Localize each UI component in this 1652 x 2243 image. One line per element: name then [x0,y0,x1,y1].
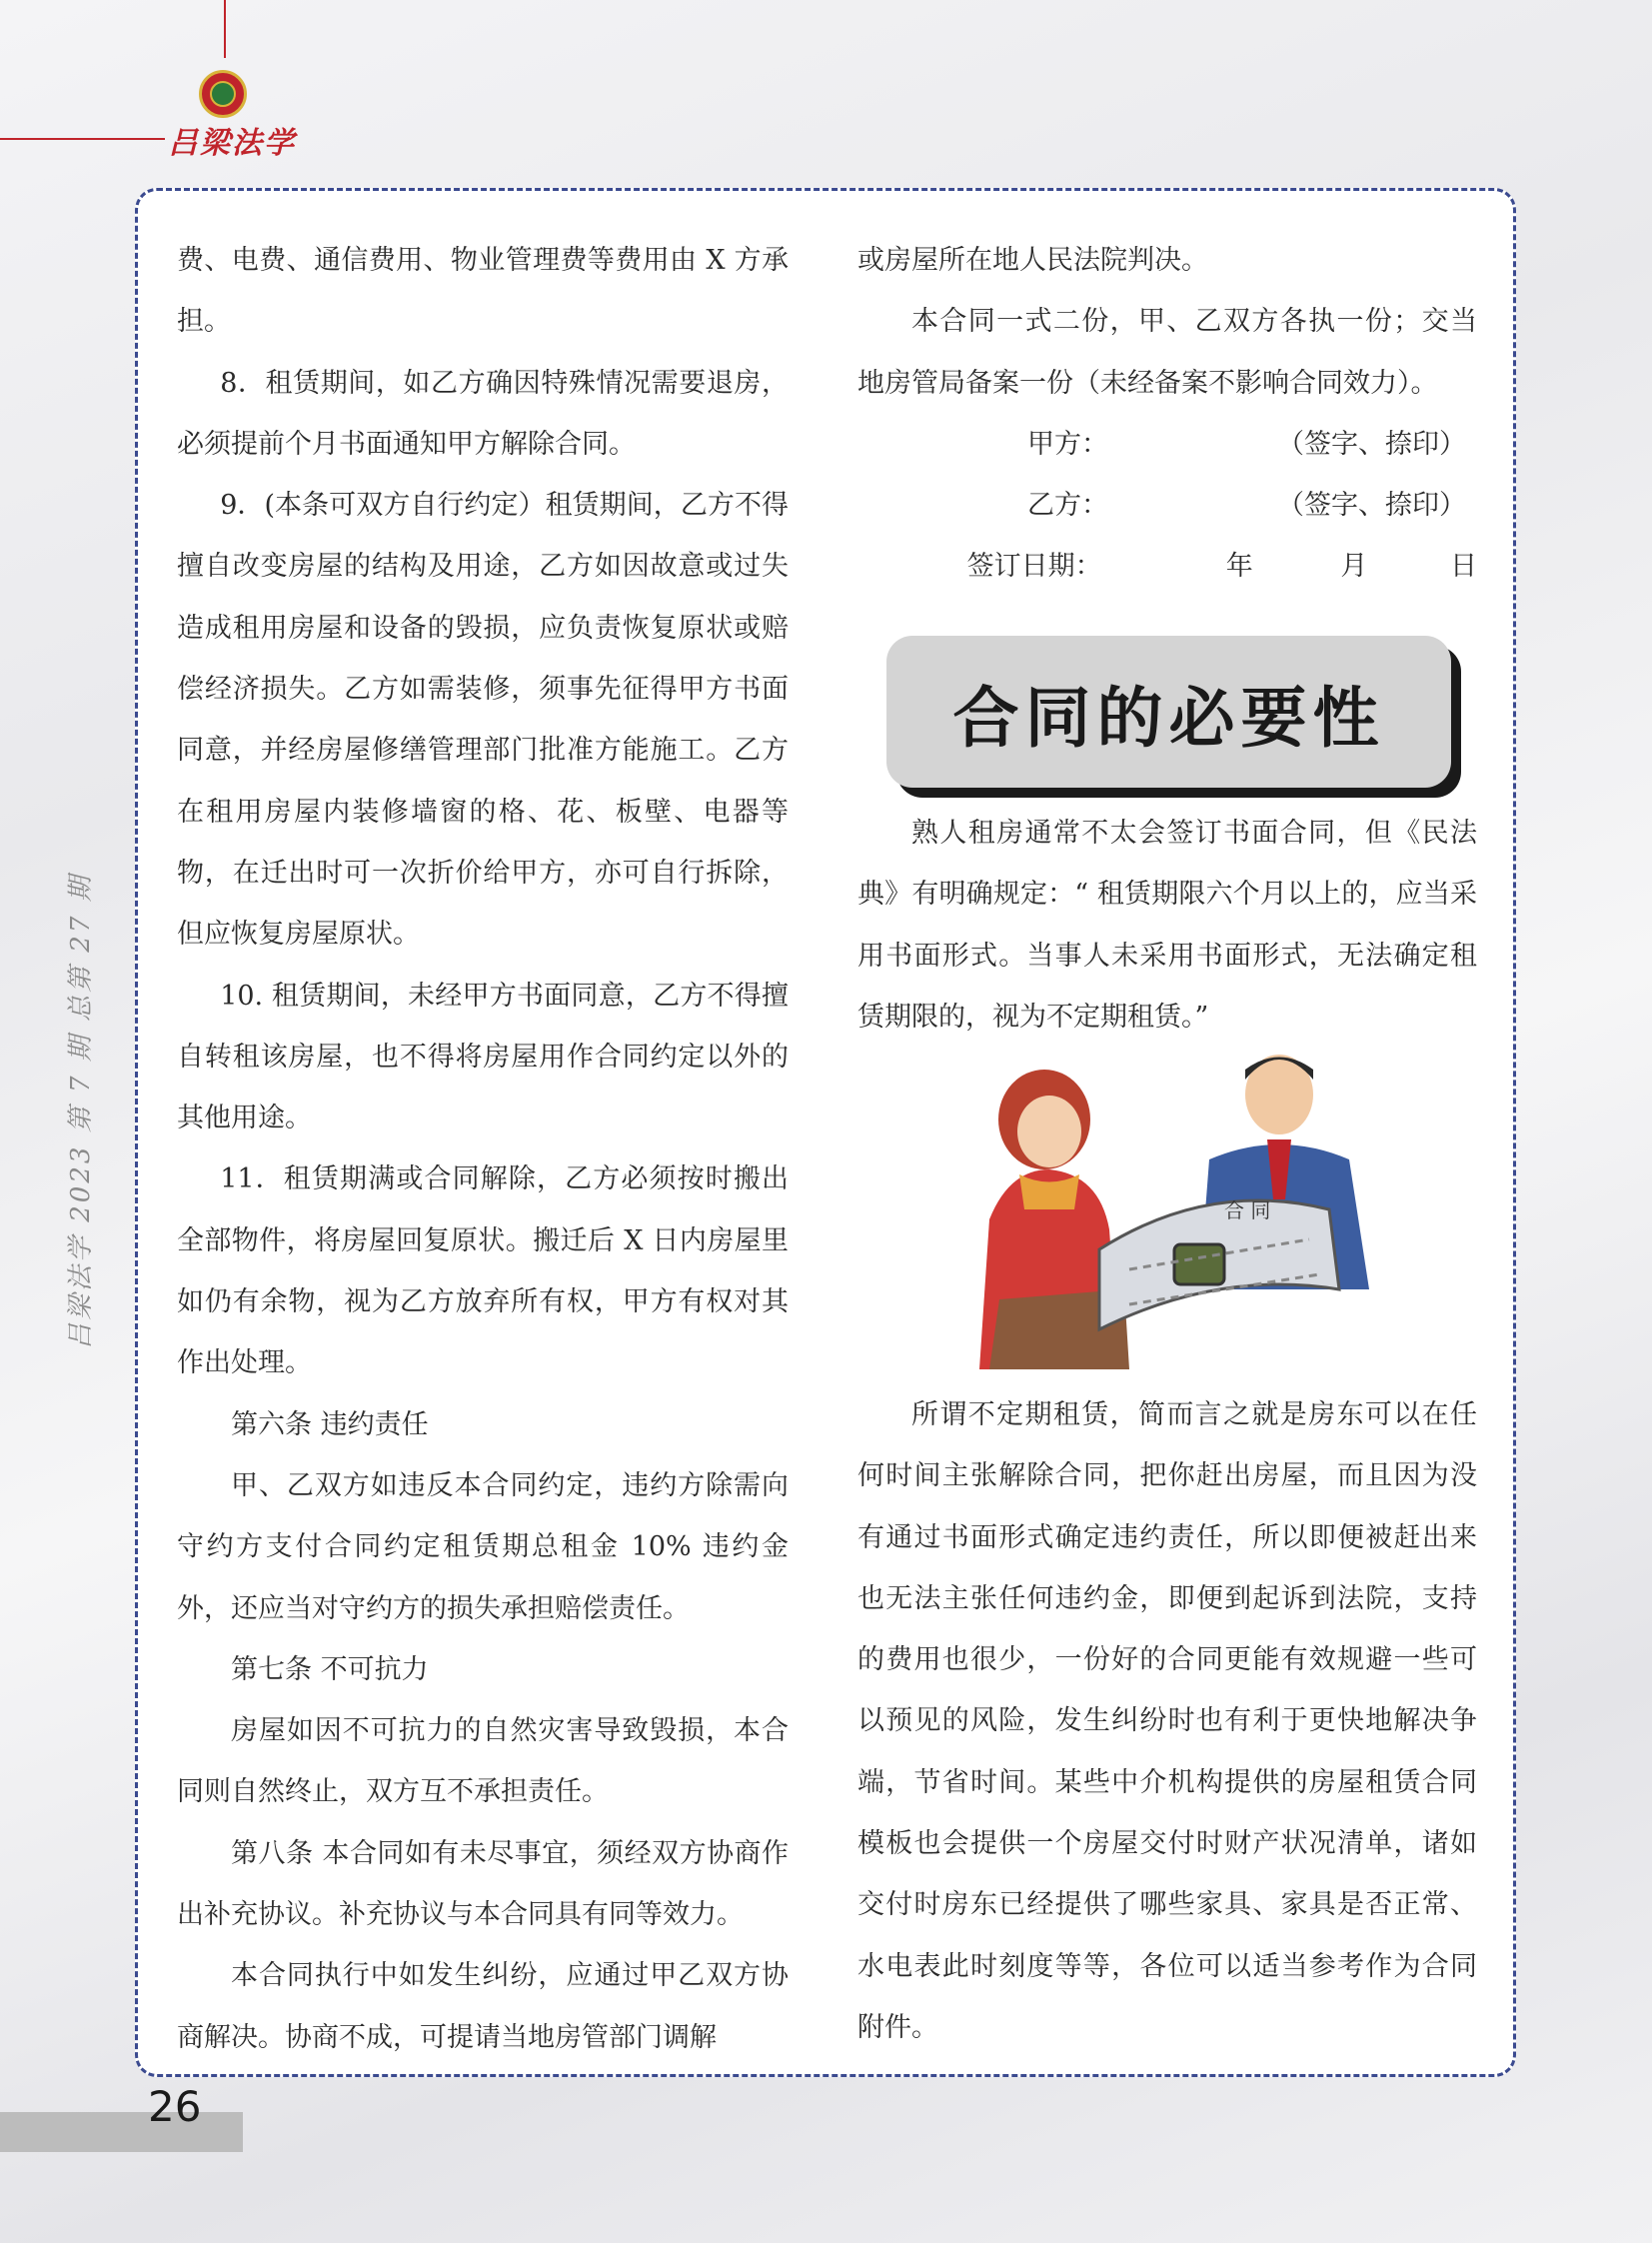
paragraph: 或房屋所在地人民法院判决。 [857,245,1208,276]
article-8 [177,1823,789,1946]
article-8-title: 第八条 [231,1837,314,1869]
party-b-sign-note: （签字、捺印） [1277,490,1466,522]
civil-code-paragraph: 熟人租房通常不太会签订书面合同，但《民法典》有明确规定：“ 租赁期限六个月以上的，应当采用书面形式。当事人未采用书面形式，无法确定租赁期限的，视为不定期租赁。” [857,818,1477,1033]
indefinite-lease-paragraph: 所谓不定期租赁，简而言之就是房东可以在任何时间主张解除合同，把你赶出房屋，而且因为没有通过书面形式确定违约责任，所以即便被赶出来也无法主张任何违约金，即便到起诉到法院，支持的费用也很少，一份好的合同更能有效规避一些可以预见的风险，发生纠纷时也有利于更快地解决争端，节省时间。某些中介机构提供的房屋租赁合同模板也会提供一个房屋交付时财产状况清单，诸如交付时房东已经提供了哪些家具、家具是否正常、水电表此时刻度等等，各位可以适当参考作为合同附件。 [857,1399,1477,2043]
month-label: 月 [1340,551,1368,583]
article-6-text: 甲、乙双方如违反本合同约定，违约方除需向守约方支付合同约定租赁期总租金 10% 违约金外，还应当对守约方的损失承担赔偿责任。 [177,1469,789,1624]
party-a-label: 甲方： [1027,428,1108,460]
magazine-logo: 吕梁法学 [168,126,296,161]
article-6-title: 第六条 违约责任 [231,1408,429,1440]
dispute-paragraph: 本合同执行中如发生纠纷，应通过甲乙双方协商解决。协商不成，可提请当地房管部门调解 [177,1960,789,2053]
page-number-tab [0,2112,243,2152]
right-column-intro [857,803,1477,1048]
right-column-top [857,230,1477,598]
party-b-label: 乙方： [1027,490,1108,522]
page-number: 26 [148,2082,202,2131]
issue-info: 吕梁法学 2023 第 7 期 总第 27 期 [66,873,96,1349]
clause-10: 10. 租赁期间，未经甲方书面同意，乙方不得擅自转租该房屋，也不得将房屋用作合同约定以外的其他用途。 [177,980,789,1134]
party-b-line [857,475,1477,536]
section-heading: 合同的必要性 [952,679,1385,757]
year-label: 年 [1225,551,1253,583]
paragraph: 费、电费、通信费用、物业管理费等费用由 X 方承担。 [177,245,789,338]
right-column-bottom [857,1384,1477,2058]
left-column [177,230,789,2068]
clause-11: 11．租赁期满或合同解除，乙方必须按时搬出全部物件，将房屋回复原状。搬迁后 X 日内房屋里如仍有余物，视为乙方放弃所有权，甲方有权对其作出处理。 [177,1163,789,1379]
contract-illustration [949,1040,1389,1369]
header-red-horizontal-line [0,138,165,140]
sign-date-line [857,536,1477,597]
sign-date-label: 签订日期： [966,551,1102,583]
article-7-text: 房屋如因不可抗力的自然灾害导致毁损，本合同则自然终止，双方互不承担责任。 [177,1715,789,1808]
magazine-emblem-icon [199,70,247,118]
party-a-sign-note: （签字、捺印） [1277,428,1466,460]
contract-label: 合 同 [1224,1198,1271,1222]
day-label: 日 [1449,551,1477,583]
contract-scroll [1099,1200,1339,1329]
section-heading-box [886,636,1451,788]
clause-8: 8．租赁期间，如乙方确因特殊情况需要退房，必须提前个月书面通知甲方解除合同。 [177,367,789,460]
party-a-line [857,414,1477,475]
article-8-text: 本合同如有未尽事宜，须经双方协商作出补充协议。补充协议与本合同具有同等效力。 [177,1837,790,1931]
header-red-vertical-line [224,0,226,58]
article-7-title: 第七条 不可抗力 [231,1653,429,1685]
copies-paragraph: 本合同一式二份，甲、乙双方各执一份；交当地房管局备案一份（未经备案不影响合同效力）。 [857,306,1477,399]
clause-9: 9．(本条可双方自行约定）租赁期间，乙方不得擅自改变房屋的结构及用途，乙方如因故意或过失造成租用房屋和设备的毁损，应负责恢复原状或赔偿经济损失。乙方如需装修，须事先征得甲方书面同意，并经房屋修缮管理部门批准方能施工。乙方在租用房屋内装修墙窗的格、花、板壁、电器等物，在迁出时可一次折价给甲方，亦可自行拆除，但应恢复房屋原状。 [177,490,789,951]
